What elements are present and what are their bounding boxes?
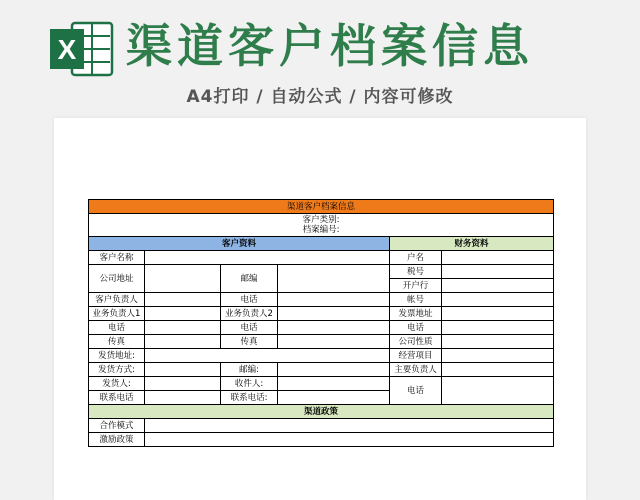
logo-letter: X <box>57 34 77 65</box>
cell-account-name[interactable] <box>442 251 554 265</box>
label-account-no: 帐号 <box>390 293 442 307</box>
excel-logo-icon <box>48 20 116 78</box>
label-phone: 电话 <box>390 377 442 405</box>
customer-category-label: 客户类别: <box>302 215 340 225</box>
label-phone: 电话 <box>89 321 145 335</box>
label-biz-head1: 业务负责人1 <box>89 307 145 321</box>
label-ship-address: 发货地址: <box>89 349 145 363</box>
cell-phone-1[interactable] <box>145 321 221 335</box>
label-coop-mode: 合作模式 <box>89 419 145 433</box>
cell-receiver[interactable] <box>278 377 390 391</box>
cell-contact-phone[interactable] <box>145 391 221 405</box>
label-contact-phone: 联系电话 <box>89 391 145 405</box>
label-shipper: 发货人: <box>89 377 145 391</box>
cell-fax-1[interactable] <box>145 335 221 349</box>
label-business-items: 经营项目 <box>390 349 442 363</box>
cell-postcode[interactable] <box>278 265 390 293</box>
label-phone: 电话 <box>221 321 278 335</box>
cell-phone[interactable] <box>278 293 390 307</box>
cell-coop-mode[interactable] <box>145 419 554 433</box>
page-subtitle: A4打印 / 自动公式 / 内容可修改 <box>186 87 454 107</box>
cell-contact-phone-2[interactable] <box>278 391 390 405</box>
label-account-name: 户名 <box>390 251 442 265</box>
cell-ship-address[interactable] <box>145 349 390 363</box>
label-contact-phone-colon: 联系电话: <box>221 391 278 405</box>
cell-tax-no[interactable] <box>442 265 554 279</box>
cell-company-nature[interactable] <box>442 335 554 349</box>
label-fax: 传真 <box>221 335 278 349</box>
cell-customer-name[interactable] <box>145 251 390 265</box>
label-customer-head: 客户负责人 <box>89 293 145 307</box>
cell-shipper[interactable] <box>145 377 221 391</box>
sheet-info <box>89 214 554 237</box>
label-postcode-colon: 邮编: <box>221 363 278 377</box>
cell-main-head[interactable] <box>442 363 554 377</box>
label-bank: 开户行 <box>390 279 442 293</box>
cell-biz-head1[interactable] <box>145 307 221 321</box>
archive-number-label: 档案编号: <box>302 225 340 235</box>
page-title: 渠道客户档案信息 <box>126 19 534 73</box>
header-banner <box>0 0 640 118</box>
cell-incentive-policy[interactable] <box>145 433 554 447</box>
cell-ship-postcode[interactable] <box>278 363 390 377</box>
label-postcode: 邮编 <box>221 265 278 293</box>
label-receiver: 收件人: <box>221 377 278 391</box>
section-customer: 客户资料 <box>89 237 390 251</box>
label-incentive-policy: 激励政策 <box>89 433 145 447</box>
section-finance: 财务资料 <box>390 237 554 251</box>
cell-account-no[interactable] <box>442 293 554 307</box>
label-company-nature: 公司性质 <box>390 335 442 349</box>
sheet-title: 渠道客户档案信息 <box>89 200 554 214</box>
section-policy: 渠道政策 <box>89 405 554 419</box>
label-phone: 电话 <box>221 293 278 307</box>
cell-phone-2[interactable] <box>278 321 390 335</box>
cell-biz-head2[interactable] <box>278 307 390 321</box>
cell-invoice-address[interactable] <box>442 307 554 321</box>
label-biz-head2: 业务负责人2 <box>221 307 278 321</box>
cell-finance-phone[interactable] <box>442 321 554 335</box>
label-customer-name: 客户名称 <box>89 251 145 265</box>
cell-customer-head[interactable] <box>145 293 221 307</box>
label-phone: 电话 <box>390 321 442 335</box>
label-invoice-address: 发票地址 <box>390 307 442 321</box>
cell-business-items[interactable] <box>442 349 554 363</box>
label-ship-method: 发货方式: <box>89 363 145 377</box>
cell-ship-method[interactable] <box>145 363 221 377</box>
label-tax-no: 税号 <box>390 265 442 279</box>
cell-company-address[interactable] <box>145 265 221 293</box>
label-main-head: 主要负责人 <box>390 363 442 377</box>
cell-head-phone[interactable] <box>442 377 554 405</box>
label-company-address: 公司地址 <box>89 265 145 293</box>
customer-archive-table <box>88 199 554 447</box>
cell-fax-2[interactable] <box>278 335 390 349</box>
cell-bank[interactable] <box>442 279 554 293</box>
label-fax: 传真 <box>89 335 145 349</box>
